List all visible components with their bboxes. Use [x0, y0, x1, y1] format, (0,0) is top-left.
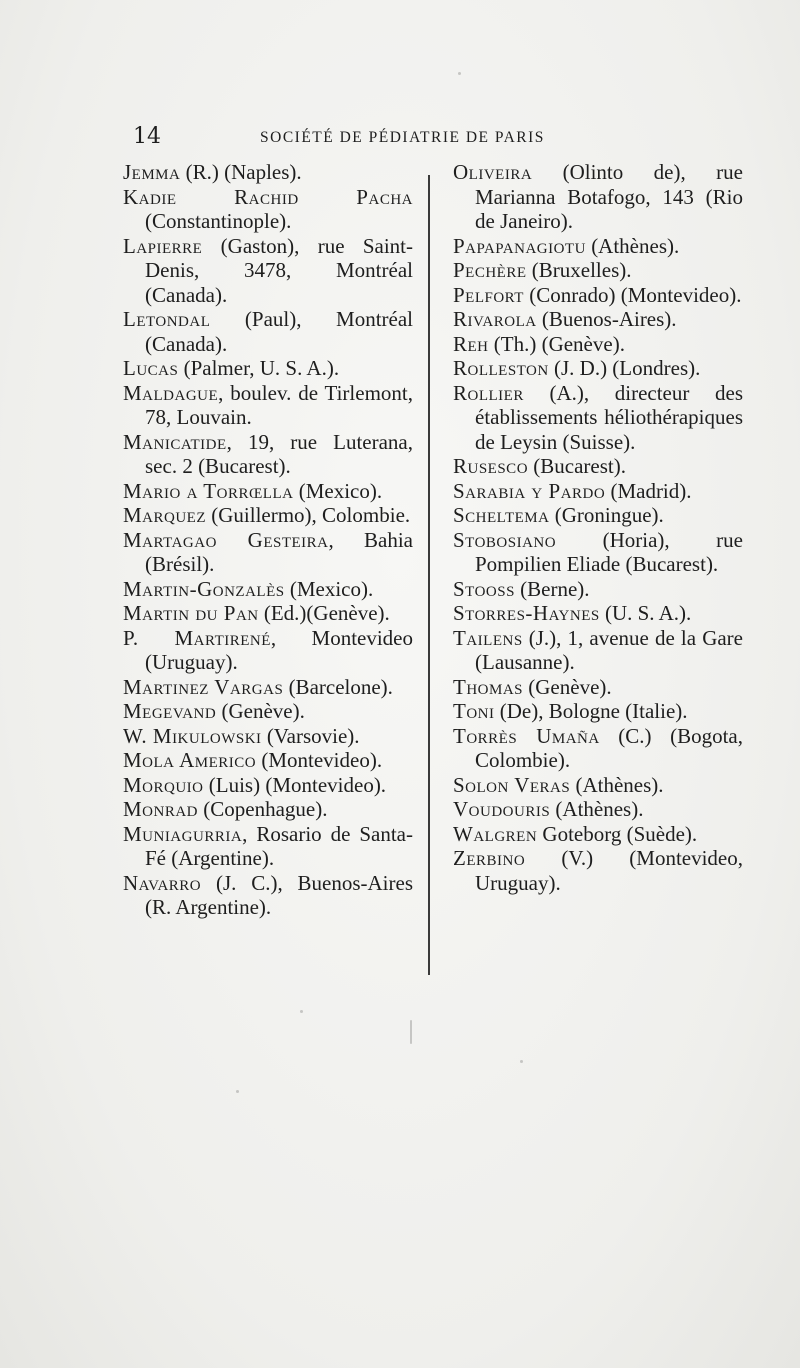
member-detail: (A.), directeur des établissements héliothérapiques de Leysin (Suisse).	[475, 380, 743, 454]
member-detail: (Groningue).	[549, 503, 664, 527]
member-detail: (Barcelone).	[283, 674, 393, 699]
member-name: Toni	[453, 699, 495, 723]
member-entry	[453, 258, 743, 283]
member-name: W. Mikulowski	[123, 723, 262, 748]
member-entry	[453, 724, 743, 773]
member-entry	[123, 356, 413, 381]
member-name: Martin-Gonzalès	[123, 576, 285, 601]
member-name: Walgren	[453, 821, 538, 846]
member-name: Pechère	[453, 258, 527, 282]
member-entry	[453, 307, 743, 332]
member-detail: (Athènes).	[585, 233, 680, 258]
member-detail: (Madrid).	[605, 478, 692, 503]
paper-speck	[410, 1020, 412, 1044]
member-name: Zerbino	[453, 846, 526, 870]
member-name: Stobosiano	[453, 527, 557, 552]
member-entry	[453, 160, 743, 234]
member-entry	[453, 332, 743, 357]
running-head: SOCIÉTÉ DE PÉDIATRIE DE PARIS	[260, 129, 545, 146]
member-entry	[453, 454, 743, 479]
member-name: Voudouris	[453, 797, 551, 821]
member-name: Solon Veras	[453, 772, 571, 797]
paper-speck	[300, 1010, 303, 1013]
member-name: Muniagurria	[123, 821, 243, 846]
member-detail: , Bahia (Brésil).	[145, 527, 413, 576]
member-detail: (V.) (Montevideo, Uruguay).	[475, 846, 743, 895]
member-name: Thomas	[453, 674, 524, 699]
member-detail: (Constantinople).	[145, 209, 292, 233]
member-entry	[123, 601, 413, 626]
member-detail: , 19, rue Luterana, sec. 2 (Bucarest).	[145, 429, 413, 478]
member-name: Torrès Umaña	[453, 723, 600, 748]
member-name: Letondal	[123, 307, 211, 331]
right-column	[453, 160, 743, 895]
member-entry	[453, 846, 743, 895]
member-name: Monrad	[123, 797, 199, 821]
member-detail: (Olinto de), rue Marianna Botafogo, 143 (Rio de Janeiro).	[475, 160, 743, 233]
member-name: Rolleston	[453, 356, 549, 380]
member-detail: (Montevideo).	[256, 748, 383, 772]
member-entry	[453, 283, 743, 308]
member-entry	[453, 577, 743, 602]
member-name: Sarabia y Pardo	[453, 478, 606, 503]
member-name: Scheltema	[453, 503, 550, 527]
member-detail: (Guillermo), Colombie.	[206, 503, 411, 527]
member-name: Marquez	[123, 503, 206, 527]
member-detail: (Bruxelles).	[526, 258, 632, 282]
member-entry	[123, 528, 413, 577]
member-entry	[453, 675, 743, 700]
paper-speck	[520, 1060, 523, 1063]
member-name: Lucas	[123, 356, 179, 380]
member-detail: (Varsovie).	[261, 723, 360, 748]
member-entry	[123, 430, 413, 479]
member-detail: (J.), 1, avenue de la Gare (Lausanne).	[475, 625, 743, 674]
member-name: P. Martirené	[123, 625, 271, 650]
member-detail: (Mexico).	[284, 576, 374, 601]
member-name: Morquio	[123, 772, 204, 797]
member-entry	[453, 234, 743, 259]
member-detail: (Gaston), rue Saint-Denis, 3478, Montréal (Canada).	[145, 233, 413, 307]
member-entry	[123, 797, 413, 822]
member-entry	[453, 822, 743, 847]
member-detail: (Luis) (Montevideo).	[203, 772, 387, 797]
member-name: Papapanagiotu	[453, 233, 586, 258]
member-detail: (Horia), rue Pompilien Eliade (Bucarest).	[475, 527, 743, 576]
member-name: Maldague	[123, 380, 219, 405]
member-name: Navarro	[123, 870, 202, 895]
column-divider	[428, 175, 430, 975]
member-entry	[123, 503, 413, 528]
member-detail: , Montevideo (Uruguay).	[145, 625, 414, 674]
member-detail: (C.) (Bogota, Colombie).	[475, 723, 743, 772]
member-name: Mario a Torrœlla	[123, 478, 294, 503]
member-name: Lapierre	[123, 233, 203, 258]
member-entry	[123, 577, 413, 602]
member-name: Martagao Gesteira	[123, 527, 329, 552]
member-detail: (Conrado) (Montevideo).	[523, 282, 742, 307]
member-entry	[123, 773, 413, 798]
member-detail: (Mexico).	[293, 478, 383, 503]
member-detail: (Genève).	[523, 674, 612, 699]
member-detail: (J. D.) (Londres).	[548, 356, 701, 380]
member-detail: (Athènes).	[570, 772, 664, 797]
page-number: 14	[133, 124, 161, 149]
member-name: Stooss	[453, 576, 515, 601]
member-entry	[123, 626, 413, 675]
left-column	[123, 160, 413, 920]
member-entry	[123, 724, 413, 749]
member-entry	[123, 160, 413, 185]
member-entry	[123, 822, 413, 871]
member-detail: Goteborg (Suède).	[537, 821, 698, 846]
member-entry	[453, 356, 743, 381]
member-name: Megevand	[123, 699, 217, 723]
member-detail: (R.) (Naples).	[180, 160, 302, 184]
member-name: Tailens	[453, 625, 523, 650]
member-name: Martin du Pan	[123, 601, 259, 625]
member-detail: , boulev. de Tirlemont, 78, Louvain.	[145, 380, 413, 429]
paper-speck	[458, 72, 461, 75]
member-detail: (De), Bologne (Italie).	[494, 699, 688, 723]
member-name: Manicatide	[123, 429, 227, 454]
member-name: Mola Americo	[123, 748, 257, 772]
member-detail: (Athènes).	[550, 797, 644, 821]
member-detail: , Rosario de Santa-Fé (Argentine).	[145, 821, 413, 870]
member-detail: (Bucarest).	[528, 454, 626, 478]
member-entry	[453, 601, 743, 626]
member-entry	[123, 871, 413, 920]
member-entry	[123, 381, 413, 430]
member-name: Rollier	[453, 380, 524, 405]
member-name: Rusesco	[453, 454, 529, 478]
member-detail: (Palmer, U. S. A.).	[178, 356, 340, 380]
member-detail: (Buenos-Aires).	[536, 307, 677, 331]
paper-speck	[236, 1090, 239, 1093]
member-name: Storres-Haynes	[453, 601, 600, 625]
member-entry	[453, 479, 743, 504]
member-entry	[453, 699, 743, 724]
member-entry	[123, 675, 413, 700]
member-name: Reh	[453, 331, 489, 356]
member-entry	[123, 185, 413, 234]
member-name: Rivarola	[453, 307, 537, 331]
member-detail: (Copenhague).	[198, 797, 328, 821]
member-entry	[123, 748, 413, 773]
member-entry	[453, 503, 743, 528]
member-name: Pelfort	[453, 282, 524, 307]
member-name: Jemma	[123, 160, 181, 184]
member-name: Kadie Rachid Pacha	[123, 184, 413, 209]
member-entry	[123, 699, 413, 724]
member-entry	[453, 381, 743, 455]
member-name: Oliveira	[453, 160, 533, 184]
member-entry	[453, 797, 743, 822]
member-entry	[453, 773, 743, 798]
member-entry	[123, 479, 413, 504]
member-entry	[453, 626, 743, 675]
member-detail: (J. C.), Buenos-Aires (R. Argentine).	[145, 870, 413, 919]
member-entry	[453, 528, 743, 577]
member-detail: (Genève).	[216, 699, 305, 723]
member-detail: (U. S. A.).	[599, 601, 692, 625]
member-detail: (Th.) (Genève).	[488, 331, 625, 356]
member-detail: (Berne).	[514, 576, 590, 601]
member-detail: (Paul), Montréal (Canada).	[145, 307, 413, 356]
member-entry	[123, 234, 413, 308]
member-detail: (Ed.)(Genève).	[258, 601, 390, 625]
member-name: Martinez Vargas	[123, 674, 284, 699]
member-entry	[123, 307, 413, 356]
